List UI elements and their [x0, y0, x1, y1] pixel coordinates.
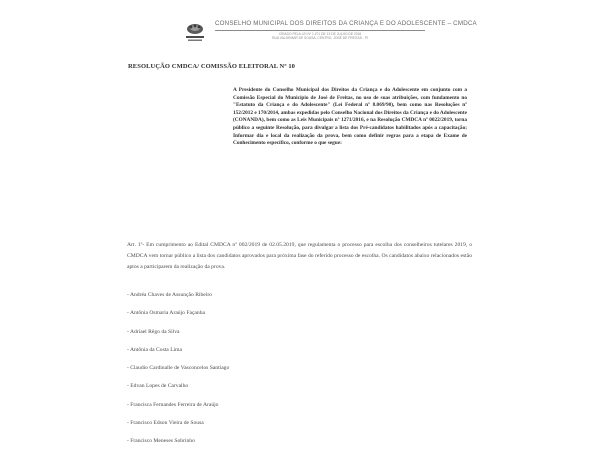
candidate-item: - Claudio Cardinalle de Vasconcelos Santiago — [127, 365, 230, 372]
candidate-item: - Andréa Chaves de Assunção Ribeiro — [127, 292, 212, 298]
header-divider — [215, 30, 425, 31]
cmdca-logo-icon — [183, 20, 207, 44]
candidate-item: - Antônia da Costa Lima — [127, 346, 182, 353]
candidate-item: - Antônia Osmaria Araújo Façanha — [127, 310, 205, 317]
letterhead — [183, 18, 477, 48]
article-1-paragraph: Art. 1º- Em cumprimento ao Edital CMDCA nº 002/2019 de 02.05.2019, que regulamenta o processo para escolha dos conselheiros tutelares 2019, o CMDCA vem tornar público a lista dos candidatos aprovados para próxima fase do referido processo de escolha. Os candidatos abaixo relacionados estão aptos a participarem da realização da prova. — [127, 242, 472, 270]
candidate-item: - Francisco Edson Vieira de Sousa — [127, 420, 204, 427]
address-line: RUA VALDEMAR DE SOUSA, CENTRO, JOSÉ DE FREITAS - PI — [272, 36, 368, 40]
document-title: RESOLUÇÃO CMDCA/ COMISSÃO ELEITORAL Nº 10 — [128, 63, 296, 70]
law-line: CRIADO PELA LEI Nº 1.271 DE 13 DE JULHO DE 2016 — [278, 32, 362, 36]
candidate-item: - Adriael Rêgo da Silva — [127, 328, 180, 335]
candidate-item: - Francisco Meneses Sobrinho — [127, 438, 195, 445]
candidate-item: - Edvan Lopes de Carvalho — [127, 383, 189, 390]
org-name: CONSELHO MUNICIPAL DOS DIREITOS DA CRIANÇA E DO ADOLESCENTE – CMDCA — [215, 20, 477, 27]
preamble-paragraph: A Presidente do Conselho Municipal dos Direitos da Criança e do Adolescente em conjunto com a Comissão Especial do Município de José de Freitas, no uso de suas atribuições, com fundamento no "Estatuto da Criança e do Adolescente" (Lei Federal nº 8.069/90), bem como nas Resoluções nº 152/2012 e 170/2014, ambas expedidas pelo Conselho Nacional dos Direitos da Criança e do Adolescente (CONANDA), bem como as Leis Municipais nº 1271/2016, e na Resolução CMDCA nº 0022/2019, torna público a seguinte Resolução, para divulgar a lista dos Pré-candidatos habilitados após a capacitação; Informar dia e local da realização da prova, bem como definir regras para a etapa de Exame de Conhecimento específico, conforme o que segue: — [233, 87, 467, 147]
candidate-list — [127, 290, 229, 455]
candidate-item: - Francisca Fernandes Ferreira de Araújo — [127, 401, 219, 408]
